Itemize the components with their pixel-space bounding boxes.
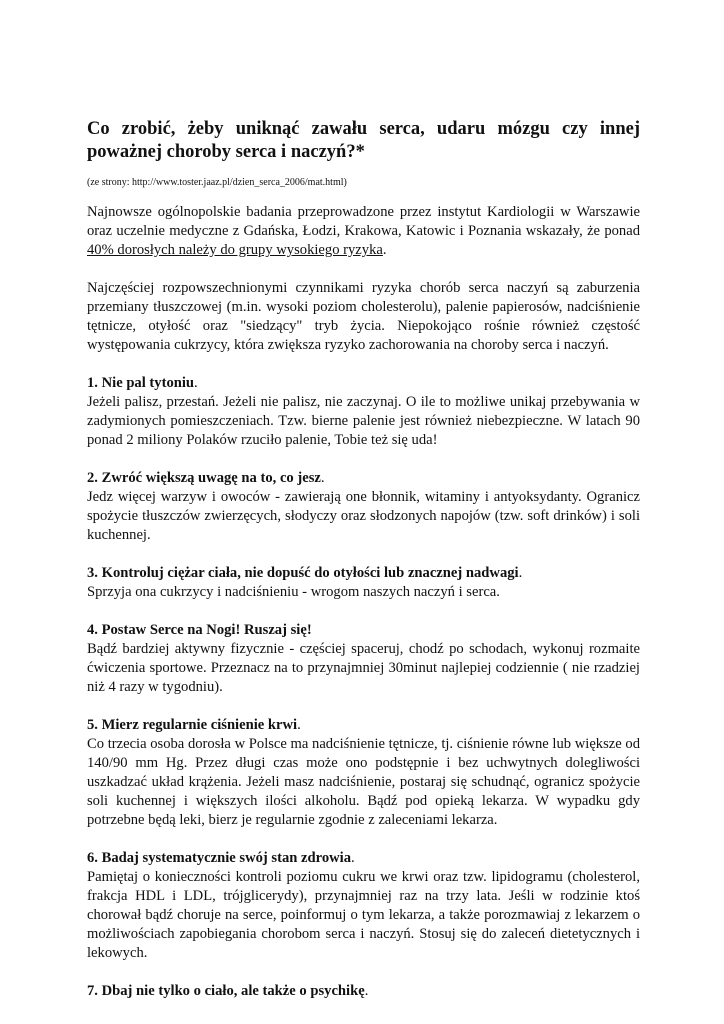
section-body: Pamiętaj o konieczności kontroli poziomu cukru we krwi oraz tzw. lipidogramu (cholesterol, frakcja HDL i LDL, trójglicerydy), przynajmniej raz na trzy lata. Jeśli w rodzinie ktoś chorował bądź choruje na serce, poinformuj o tym lekarza, a także porozmawiaj z lekarzem o możliwościach zapobiegania chorobom serca i naczyń. Stosuj się do zaleceń dietetycznych i lekowych. (87, 869, 640, 961)
section-heading-text: 3. Kontroluj ciężar ciała, nie dopuść do otyłości lub znacznej nadwagi (87, 565, 519, 581)
section-heading-text: 1. Nie pal tytoniu (87, 375, 195, 391)
section-1 (87, 374, 640, 450)
section-heading (87, 982, 640, 1001)
section-5 (87, 716, 640, 830)
heading-period: . (518, 565, 523, 581)
section-heading (87, 374, 640, 393)
section-6 (87, 849, 640, 963)
section-body: Jedz więcej warzyw i owoców - zawierają one błonnik, witaminy i antyoksydanty. Ogranicz spożycie tłuszczów zwierzęcych, słodyczy oraz słodzonych napojów (tzw. soft drinków) i soli kuchennej. (87, 489, 640, 543)
section-3 (87, 564, 640, 602)
heading-period: . (297, 717, 301, 733)
section-body: Co trzecia osoba dorosła w Polsce ma nadciśnienie tętnicze, tj. ciśnienie równe lub większe od 140/90 mm Hg. Przez długi czas może ono podstępnie i bez uchwytnych dolegliwości uszkadzać układ krążenia. Jeżeli masz nadciśnienie, postaraj się schudnąć, ogranicz spożycie soli kuchennej i większych ilości alkoholu. Bądź pod opieką lekarza. W wypadku gdy potrzebne będą leki, bierz je regularnie zgodnie z zaleceniami lekarza. (87, 736, 640, 828)
heading-period: . (351, 850, 355, 866)
section-heading (87, 849, 640, 868)
document-title: Co zrobić, żeby uniknąć zawału serca, udaru mózgu czy innej poważnej choroby serca i naczyń?* (87, 119, 640, 162)
intro-paragraph (87, 203, 640, 260)
section-heading (87, 716, 640, 735)
section-heading (87, 621, 640, 640)
section-heading (87, 564, 640, 583)
section-heading-text: 4. Postaw Serce na Nogi! Ruszaj się! (87, 622, 312, 638)
section-7 (87, 982, 640, 1001)
section-heading-text: 5. Mierz regularnie ciśnienie krwi (87, 717, 298, 733)
section-heading-text: 2. Zwróć większą uwagę na to, co jesz (87, 470, 321, 486)
heading-period: . (364, 983, 369, 999)
section-heading (87, 469, 640, 488)
document-page (87, 118, 640, 1001)
section-heading-text: 7. Dbaj nie tylko o ciało, ale także o psychikę (87, 983, 365, 999)
source-note: (ze strony: http://www.toster.jaaz.pl/dzien_serca_2006/mat.html) (87, 177, 347, 188)
intro-text: Najnowsze ogólnopolskie badania przeprowadzone przez instytut Kardiologii w Warszawie oraz uczelnie medyczne z Gdańska, Łodzi, Krakowa, Katowic i Poznania wskazały, że ponad (87, 204, 640, 239)
section-body: Sprzyja ona cukrzycy i nadciśnieniu - wrogom naszych naczyń i serca. (87, 584, 500, 600)
intro-underlined-text: 40% dorosłych należy do grupy wysokiego ryzyka (87, 242, 383, 258)
heading-period: . (320, 470, 325, 486)
section-body: Jeżeli palisz, przestań. Jeżeli nie palisz, nie zaczynaj. O ile to możliwe unikaj przebywania w zadymionych pomieszczeniach. Tzw. bierne palenie jest również niebezpieczne. W latach 90 ponad 2 miliony Polaków rzuciło palenie, Tobie też się uda! (87, 394, 640, 448)
section-heading-text: 6. Badaj systematycznie swój stan zdrowia (87, 850, 352, 866)
section-4 (87, 621, 640, 697)
intro-text-end: . (382, 242, 387, 258)
heading-period: . (194, 375, 198, 391)
section-2 (87, 469, 640, 545)
section-body: Bądź bardziej aktywny fizycznie - częściej spaceruj, chodź po schodach, wykonuj rozmaite ćwiczenia sportowe. Przeznacz na to przynajmniej 30minut najlepiej codziennie ( nie rzadziej niż 4 razy w tygodniu). (87, 641, 640, 695)
risk-factors-paragraph: Najczęściej rozpowszechnionymi czynnikami ryzyka chorób serca naczyń są zaburzenia przemiany tłuszczowej (m.in. wysoki poziom cholesterolu), palenie papierosów, nadciśnienie tętnicze, otyłość oraz "siedzący" tryb życia. Niepokojąco rośnie również częstość występowania cukrzycy, która zwiększa ryzyko zachorowania na choroby serca i naczyń. (87, 280, 640, 353)
